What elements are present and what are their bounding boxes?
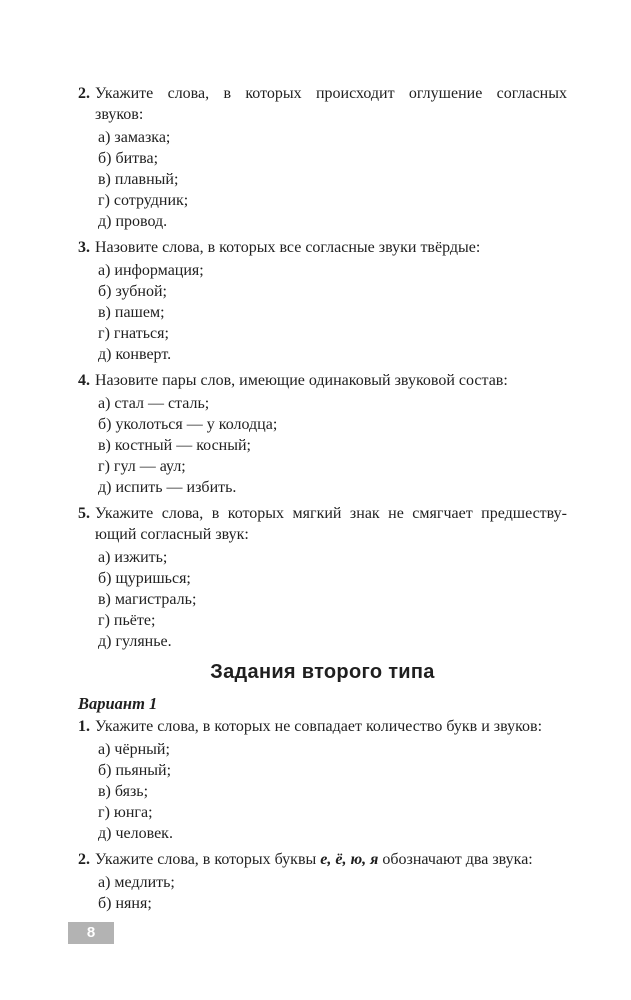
option-line: б) битва; bbox=[98, 150, 159, 167]
task-item-2 bbox=[78, 83, 567, 232]
options-list bbox=[95, 739, 567, 844]
option-line: д) испить — избить. bbox=[98, 479, 237, 496]
option-line: а) стал — сталь; bbox=[98, 395, 210, 412]
option-line: д) человек. bbox=[98, 825, 173, 842]
option-line: а) замазка; bbox=[98, 129, 171, 146]
option-line: г) пьёте; bbox=[98, 612, 156, 629]
task-question-line: Назовите слова, в которых все согласные звуки твёрдые: bbox=[95, 239, 481, 256]
task-question-line bbox=[95, 849, 567, 870]
option-line: в) костный — косный; bbox=[98, 437, 251, 454]
task-item-v1-2 bbox=[78, 849, 567, 914]
task-number: 5. bbox=[78, 505, 90, 522]
option-line: д) гулянье. bbox=[98, 633, 172, 650]
options-list bbox=[95, 547, 567, 652]
option-line: б) няня; bbox=[98, 895, 152, 912]
option-line: г) гул — аул; bbox=[98, 458, 186, 475]
option-line: в) магистраль; bbox=[98, 591, 197, 608]
option-line: а) медлить; bbox=[98, 874, 175, 891]
task-question-line: ющий согласный звук: bbox=[95, 526, 249, 543]
task-question-line: Укажите слова, в которых происходит оглушение согласных bbox=[95, 85, 567, 102]
option-line: б) зубной; bbox=[98, 283, 167, 300]
options-list bbox=[95, 127, 567, 232]
section-heading: Задания второго типа bbox=[210, 661, 435, 683]
task-number: 1. bbox=[78, 718, 90, 735]
task-item-3 bbox=[78, 237, 567, 365]
question-text: Укажите слова, в которых буквы bbox=[95, 851, 321, 868]
task-question-line: звуков: bbox=[95, 106, 144, 123]
options-list bbox=[95, 393, 567, 498]
task-number: 2. bbox=[78, 85, 90, 102]
task-number: 4. bbox=[78, 372, 90, 389]
task-question-line: Укажите слова, в которых мягкий знак не смягчает предшеству- bbox=[95, 505, 567, 522]
task-item-5 bbox=[78, 503, 567, 652]
variant-label: Вариант 1 bbox=[78, 694, 158, 713]
page-content bbox=[78, 83, 567, 919]
task-item-v1-1 bbox=[78, 716, 567, 844]
option-line: г) юнга; bbox=[98, 804, 153, 821]
option-line: д) конверт. bbox=[98, 346, 172, 363]
task-question-line: Назовите пары слов, имеющие одинаковый звуковой состав: bbox=[95, 372, 508, 389]
question-text: обозначают два звука: bbox=[378, 851, 533, 868]
option-line: в) пашем; bbox=[98, 304, 165, 321]
task-number: 2. bbox=[78, 851, 90, 868]
options-list bbox=[95, 260, 567, 365]
option-line: а) чёрный; bbox=[98, 741, 170, 758]
option-line: а) информация; bbox=[98, 262, 204, 279]
task-item-4 bbox=[78, 370, 567, 498]
option-line: д) провод. bbox=[98, 213, 168, 230]
emphasized-letters: е, ё, ю, я bbox=[320, 851, 379, 868]
option-line: б) пьяный; bbox=[98, 762, 172, 779]
option-line: б) уколоться — у колодца; bbox=[98, 416, 278, 433]
options-list bbox=[95, 872, 567, 914]
page-number: 8 bbox=[68, 922, 114, 944]
option-line: в) бязь; bbox=[98, 783, 149, 800]
task-number: 3. bbox=[78, 239, 90, 256]
task-question-line: Укажите слова, в которых не совпадает количество букв и звуков: bbox=[95, 718, 543, 735]
option-line: г) гнаться; bbox=[98, 325, 169, 342]
option-line: г) сотрудник; bbox=[98, 192, 189, 209]
option-line: а) изжить; bbox=[98, 549, 168, 566]
option-line: б) щуришься; bbox=[98, 570, 191, 587]
option-line: в) плавный; bbox=[98, 171, 179, 188]
